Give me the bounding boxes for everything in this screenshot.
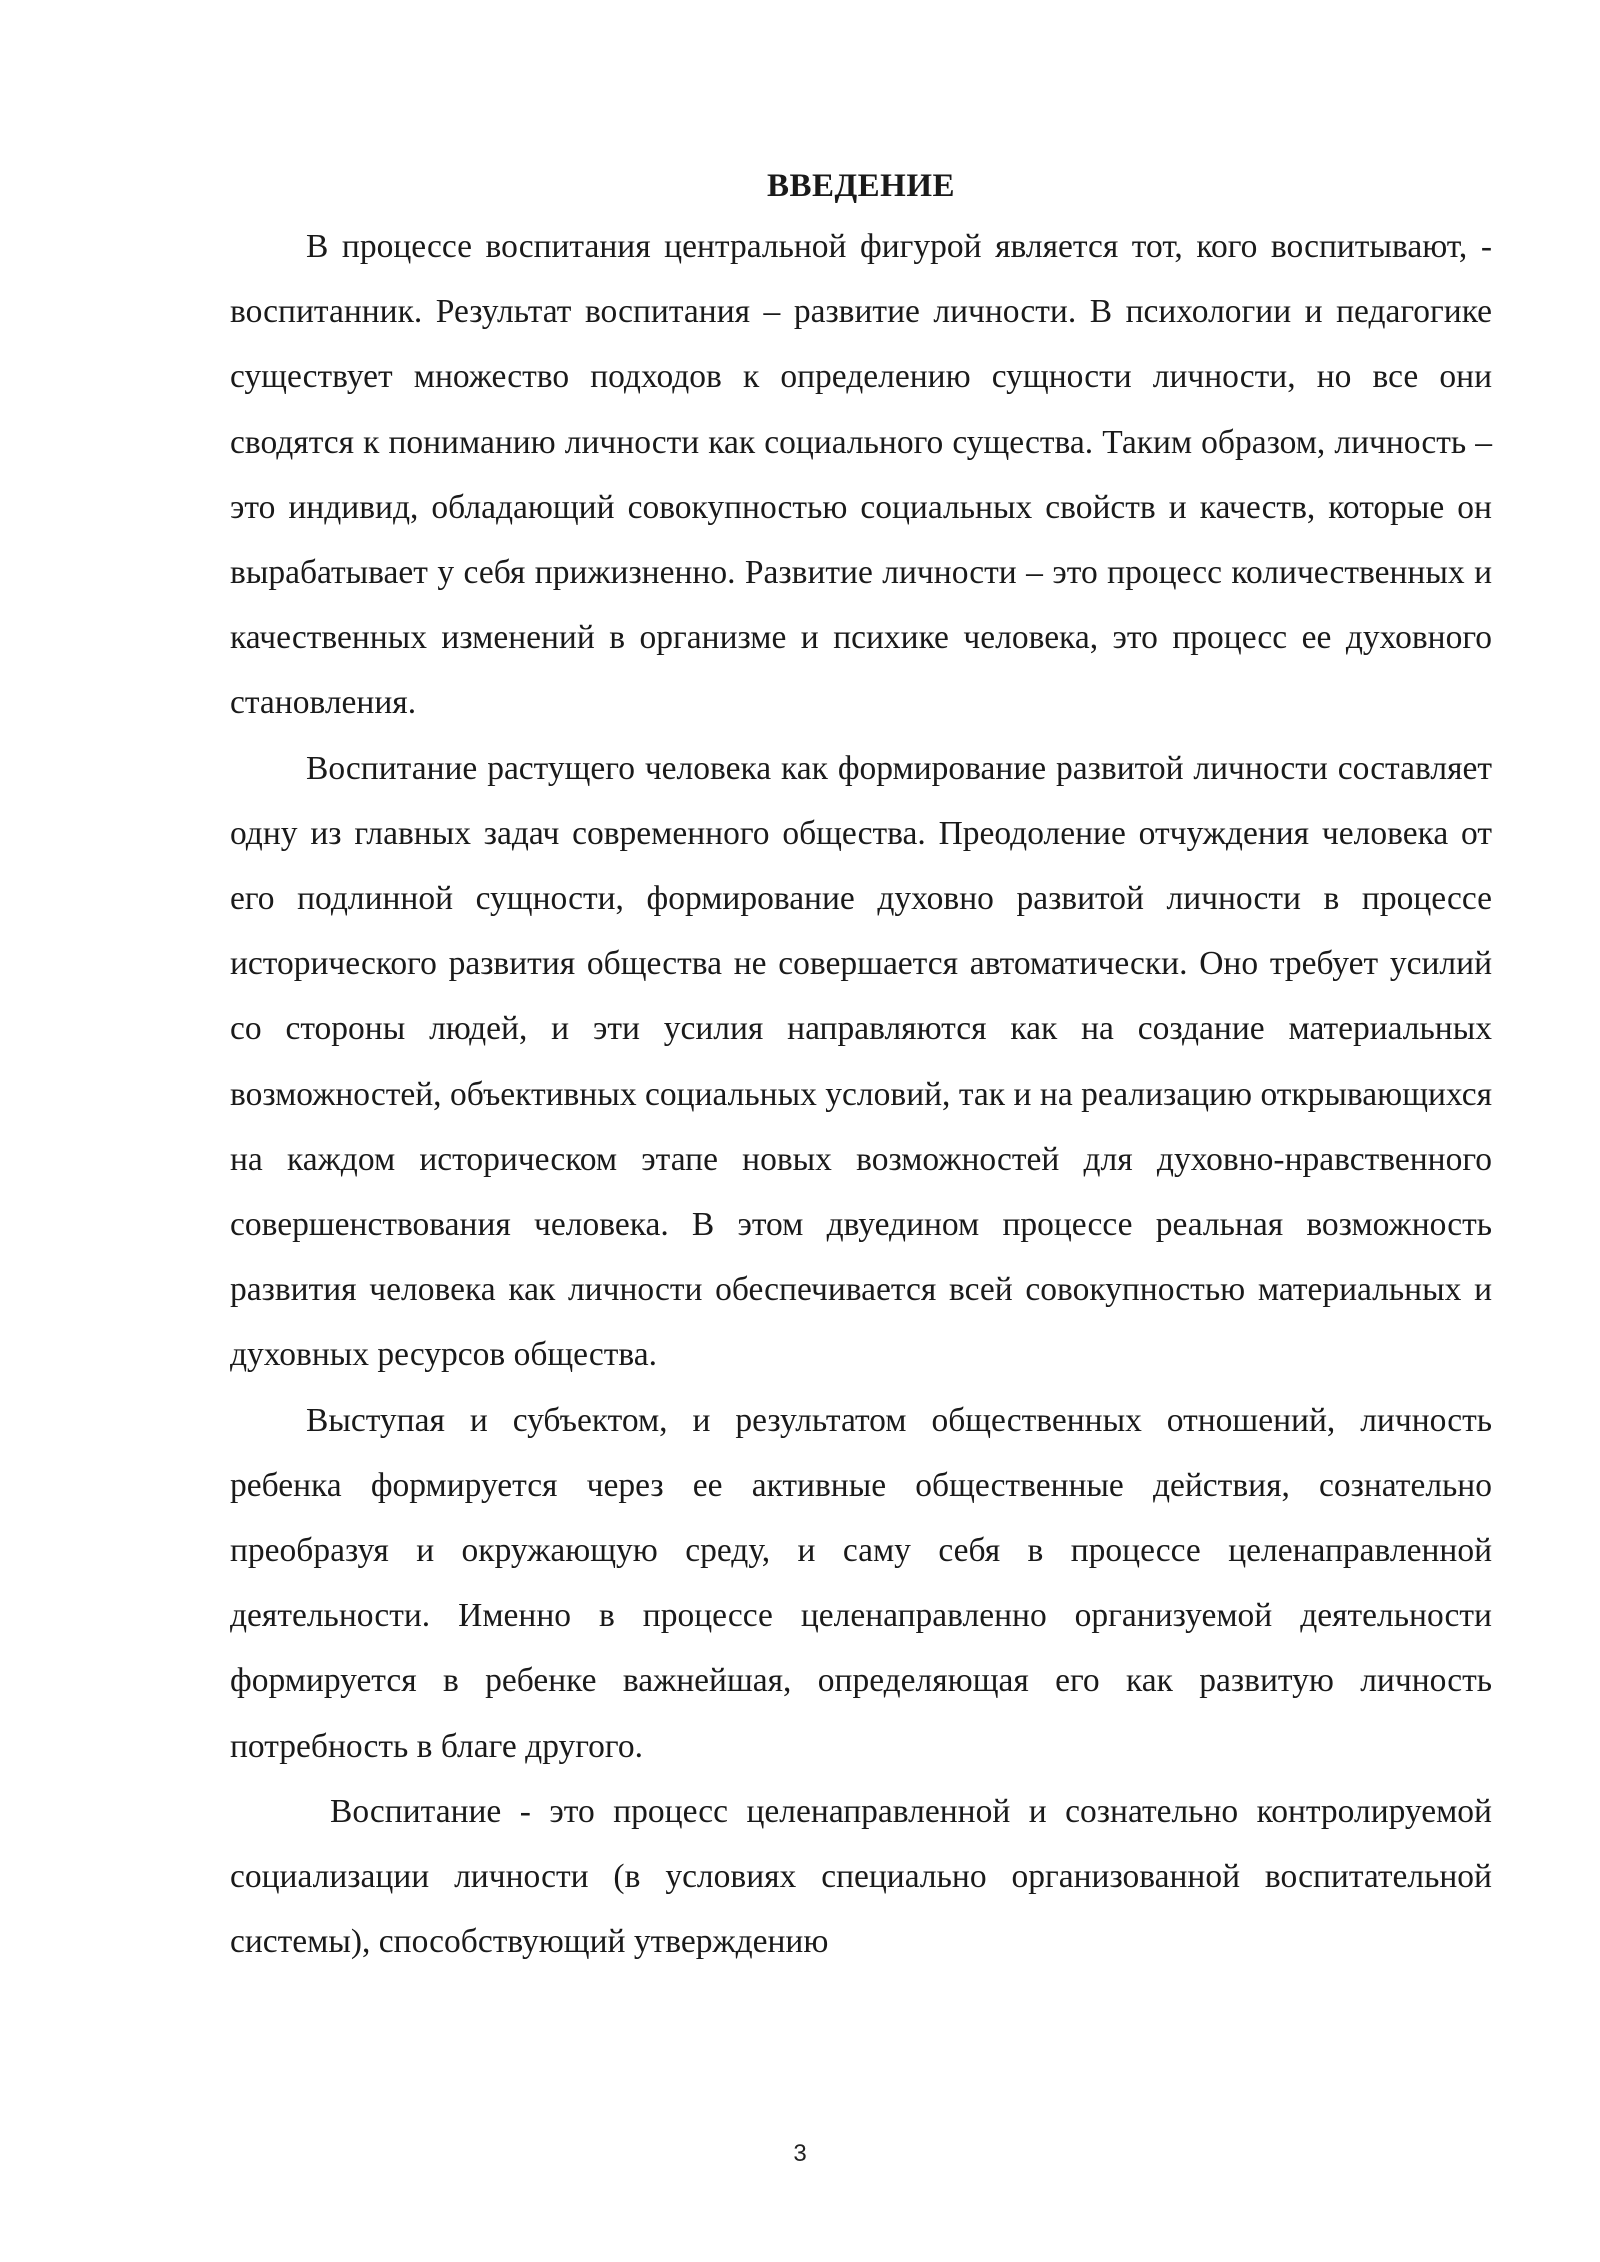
page-content: [230, 160, 1492, 1974]
page-number: 3: [793, 2140, 807, 2167]
section-title: ВВЕДЕНИЕ: [766, 168, 956, 204]
paragraph-3: Выступая и субъектом, и результатом общественных отношений, личность ребенка формируется через ее активные общественные действия, сознательно преобразуя и окружающую среду, и саму себя в процессе целенаправленной деятельности. Именно в процессе целенаправленно организуемой деятельности формируется в ребенке важнейшая, определяющая его как развитую личность потребность в благе другого.: [230, 1401, 1492, 1765]
paragraph-4: Воспитание - это процесс целенаправленной и сознательно контролируемой социализации личности (в условиях специально организованной воспитательной системы), способствующий утверждению: [230, 1792, 1492, 1961]
paragraph-1: В процессе воспитания центральной фигурой является тот, кого воспитывают, - воспитанник. Результат воспитания – развитие личности. В психологии и педагогике существует множество подходов к определению сущности личности, но все они сводятся к пониманию личности как социального существа. Таким образом, личность – это индивид, обладающий совокупностью социальных свойств и качеств, которые он вырабатывает у себя прижизненно. Развитие личности – это процесс количественных и качественных изменений в организме и психике человека, это процесс ее духовного становления.: [230, 228, 1492, 722]
paragraph-2: Воспитание растущего человека как формирование развитой личности составляет одну из главных задач современного общества. Преодоление отчуждения человека от его подлинной сущности, формирование духовно развитой личности в процессе исторического развития общества не совершается автоматически. Оно требует усилий со стороны людей, и эти усилия направляются как на создание материальных возможностей, объективных социальных условий, так и на реализацию открывающихся на каждом историческом этапе новых возможностей для духовно-нравственного совершенствования человека. В этом двуедином процессе реальная возможность развития человека как личности обеспечивается всей совокупностью материальных и духовных ресурсов общества.: [230, 749, 1492, 1374]
